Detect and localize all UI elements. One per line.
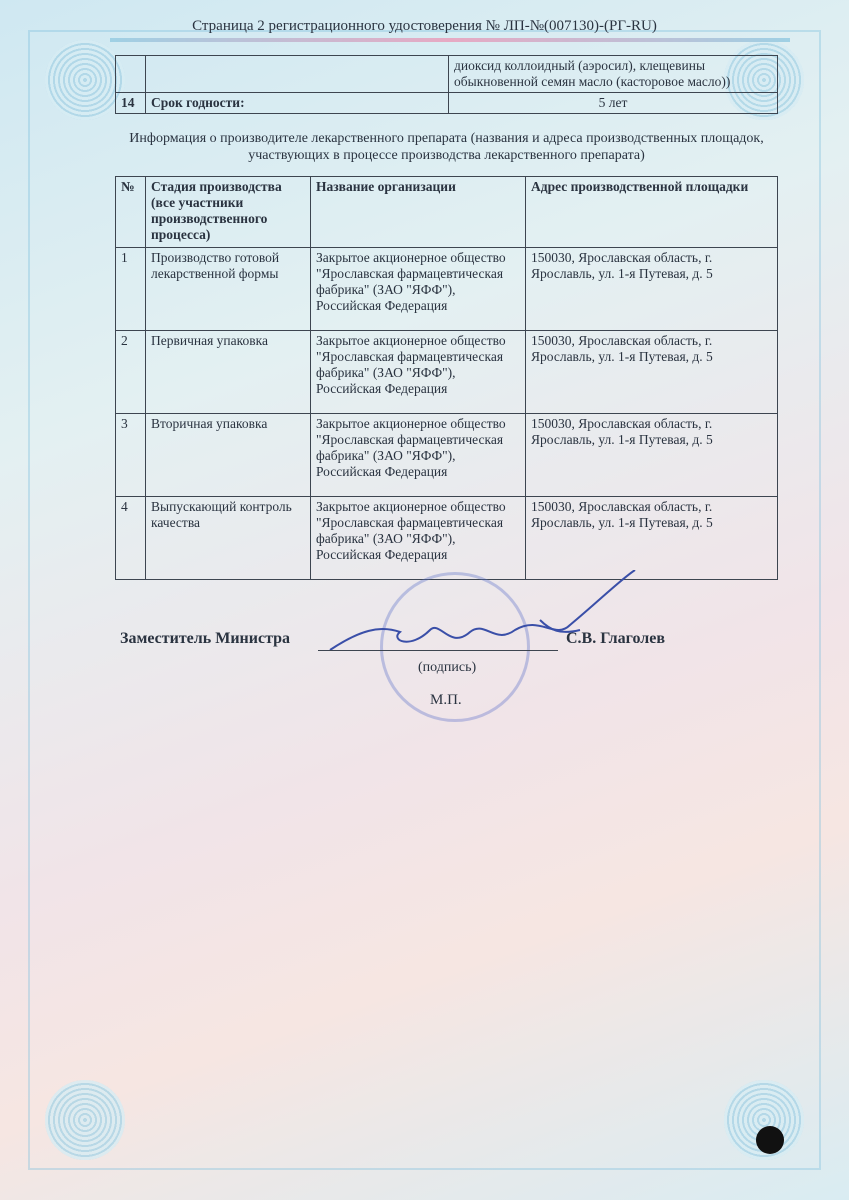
header-address: Адрес производственной площадки: [526, 177, 778, 248]
page-title: Страница 2 регистрационного удостоверения № ЛП-№(007130)-(РГ-RU): [192, 18, 657, 34]
header-organization: Название организации: [311, 177, 526, 248]
signatory-role: Заместитель Министра: [120, 630, 291, 647]
cell-number: 4: [116, 497, 146, 580]
cell-number: 1: [116, 248, 146, 331]
row-number: [116, 56, 146, 93]
table-row: [116, 56, 778, 93]
table-row: [116, 93, 778, 114]
rosette-ornament: [45, 40, 125, 120]
cell-organization: Закрытое акционерное общество "Ярославская фармацевтическая фабрика" (ЗАО "ЯФФ"), Российская Федерация: [311, 331, 526, 414]
row-label: [146, 56, 449, 93]
signature-caption: (подпись): [418, 660, 477, 675]
cell-stage: Вторичная упаковка: [146, 414, 311, 497]
row-value: 5 лет: [449, 93, 778, 114]
manufacturer-info-heading: Информация о производителе лекарственного препарата (названия и адреса производственных площадок, участвующих в процессе производства лекарственного препарата): [129, 131, 764, 163]
table-row: [116, 414, 778, 497]
row-value: диоксид коллоидный (аэросил), клещевины обыкновенной семян масло (касторовое масло)): [449, 56, 778, 93]
cell-number: 3: [116, 414, 146, 497]
cell-address: 150030, Ярославская область, г. Ярославль, ул. 1-я Путевая, д. 5: [526, 331, 778, 414]
cell-organization: Закрытое акционерное общество "Ярославская фармацевтическая фабрика" (ЗАО "ЯФФ"), Российская Федерация: [311, 414, 526, 497]
cell-stage: Первичная упаковка: [146, 331, 311, 414]
seal-place-label: М.П.: [430, 692, 462, 708]
cell-organization: Закрытое акционерное общество "Ярославская фармацевтическая фабрика" (ЗАО "ЯФФ"), Российская Федерация: [311, 248, 526, 331]
composition-table: [115, 55, 778, 114]
decorative-band: [110, 38, 790, 42]
cell-stage: Выпускающий контроль качества: [146, 497, 311, 580]
signature-line: [318, 650, 558, 651]
row-label: Срок годности:: [146, 93, 449, 114]
cell-stage: Производство готовой лекарственной формы: [146, 248, 311, 331]
punch-hole: [756, 1126, 784, 1154]
cell-address: 150030, Ярославская область, г. Ярославль, ул. 1-я Путевая, д. 5: [526, 497, 778, 580]
signatory-name: С.В. Глаголев: [566, 630, 665, 647]
cell-number: 2: [116, 331, 146, 414]
cell-organization: Закрытое акционерное общество "Ярославская фармацевтическая фабрика" (ЗАО "ЯФФ"), Российская Федерация: [311, 497, 526, 580]
table-row: [116, 497, 778, 580]
cell-address: 150030, Ярославская область, г. Ярославль, ул. 1-я Путевая, д. 5: [526, 414, 778, 497]
table-row: [116, 248, 778, 331]
rosette-ornament: [45, 1080, 125, 1160]
cell-address: 150030, Ярославская область, г. Ярославль, ул. 1-я Путевая, д. 5: [526, 248, 778, 331]
header-number: №: [116, 177, 146, 248]
table-header-row: [116, 177, 778, 248]
row-number: 14: [116, 93, 146, 114]
table-row: [116, 331, 778, 414]
manufacturers-table: [115, 176, 778, 580]
header-stage: Стадия производства (все участники производственного процесса): [146, 177, 311, 248]
